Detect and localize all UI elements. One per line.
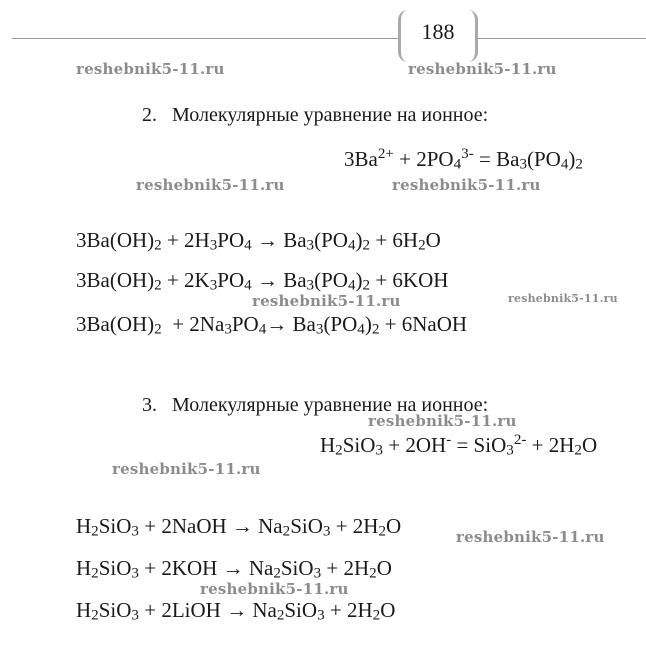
- section-number: 2.: [142, 104, 157, 126]
- watermark: reshebnik5-11.ru: [456, 528, 605, 546]
- watermark: reshebnik5-11.ru: [200, 580, 349, 598]
- watermark: reshebnik5-11.ru: [136, 176, 285, 194]
- section-3-equation-1: $H_2SiO_3$ + 2NaOH → $Na_2SiO_3 + 2H_2O$: [76, 514, 402, 540]
- watermark: reshebnik5-11.ru: [76, 60, 225, 78]
- header-rule-left: [12, 38, 398, 39]
- section-number: 3.: [142, 394, 157, 416]
- watermark: reshebnik5-11.ru: [112, 460, 261, 478]
- section-3-equation-2: $H_2SiO_3 + 2KOH \to Na_2SiO_3 + 2H_2O$: [76, 556, 392, 582]
- header-rule-right: [478, 38, 646, 39]
- watermark: reshebnik5-11.ru: [392, 176, 541, 194]
- section-2-equation-2: $3Ba(OH)_2 + 2K_3PO_4 \to Ba_3(PO_4)_2 + 6KOH$: [76, 268, 449, 294]
- section-2-equation-1: $3Ba(OH)_2 + 2H_3PO_4 \to Ba_3(PO_4)_2 + 6H_2O$: [76, 228, 441, 254]
- section-3-ionic-equation: $H_2SiO_3 + 2OH^- = SiO_3^{2-} + 2H_2O$: [320, 432, 598, 459]
- section-2-ionic-equation: $3Ba^{2+} + 2PO_4^{3-} = Ba_3(PO_4)_2$: [344, 146, 583, 173]
- section-2-heading: [142, 104, 488, 127]
- section-title: Молекулярные уравнение на ионное:: [172, 104, 489, 126]
- watermark: reshebnik5-11.ru: [252, 292, 401, 310]
- watermark: reshebnik5-11.ru: [368, 412, 517, 430]
- section-3-equation-3: $H_2SiO_3$ + 2LiOH → $Na_2SiO_3 + 2H_2O$: [76, 598, 396, 624]
- section-3-heading: [142, 394, 488, 417]
- watermark: reshebnik5-11.ru: [508, 292, 618, 305]
- page-number: 188: [398, 10, 478, 62]
- section-2-equation-3: $3Ba(OH)_2 + 2Na_3PO_4\to Ba_3(PO_4)_2$ + 6NaOH: [76, 312, 468, 338]
- section-title: Молекулярные уравнение на ионное:: [172, 394, 489, 416]
- watermark: reshebnik5-11.ru: [408, 60, 557, 78]
